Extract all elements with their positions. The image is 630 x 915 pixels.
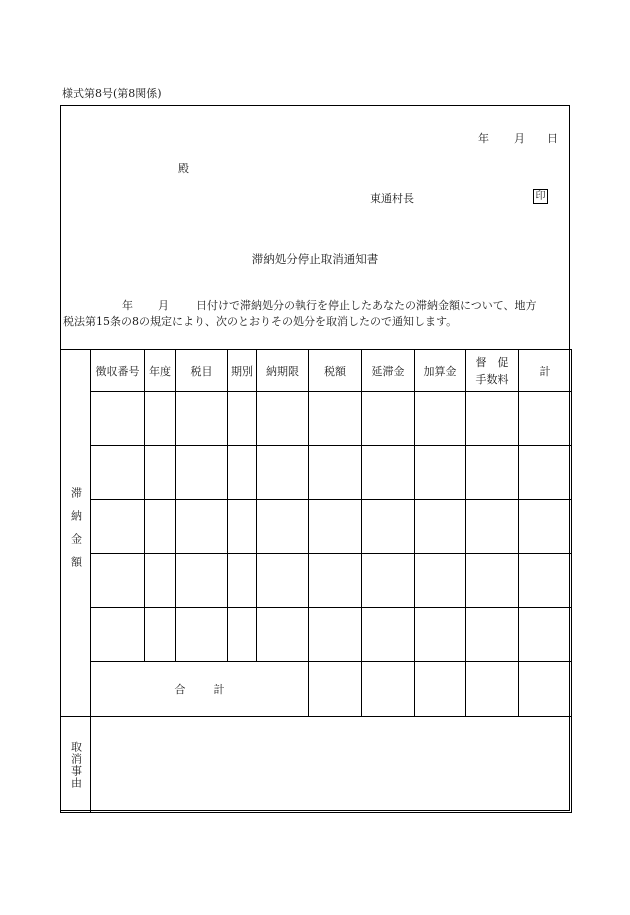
header-cell: 税目 bbox=[176, 350, 228, 392]
table-row bbox=[61, 554, 572, 608]
table-cell bbox=[309, 392, 362, 446]
table-cell bbox=[257, 554, 309, 608]
table-cell bbox=[91, 554, 145, 608]
table-cell bbox=[176, 608, 228, 662]
table-cell bbox=[519, 608, 572, 662]
table-cell bbox=[466, 500, 519, 554]
table-cell bbox=[228, 608, 257, 662]
table-cell bbox=[91, 500, 145, 554]
table-row bbox=[61, 500, 572, 554]
form-number: 様式第8号(第8関係) bbox=[62, 87, 162, 100]
table-row bbox=[61, 446, 572, 500]
table-cell bbox=[176, 446, 228, 500]
body-month-label: 月 bbox=[158, 299, 169, 312]
table-total-row bbox=[61, 662, 572, 717]
table-cell bbox=[415, 608, 466, 662]
total-label-cell bbox=[91, 662, 309, 717]
seal-stamp: 印 bbox=[533, 189, 548, 204]
table-cell bbox=[519, 392, 572, 446]
header-cell-fee bbox=[466, 350, 519, 392]
table-cell bbox=[466, 608, 519, 662]
reason-side-label bbox=[61, 717, 91, 813]
body-text-line2: 税法第15条の8の規定により、次のとおりその処分を取消したので通知します。 bbox=[63, 315, 458, 328]
reason-row bbox=[61, 717, 572, 813]
table-cell bbox=[228, 446, 257, 500]
table-cell bbox=[257, 446, 309, 500]
header-cell-total: 計 bbox=[519, 350, 572, 392]
reason-field bbox=[91, 717, 572, 813]
table-cell bbox=[257, 500, 309, 554]
date-year-label: 年 bbox=[478, 132, 489, 145]
header-fee-line2: 手数料 bbox=[475, 372, 509, 386]
table-cell bbox=[362, 662, 415, 717]
body-year-label: 年 bbox=[122, 299, 133, 312]
table-cell bbox=[145, 608, 176, 662]
table-cell bbox=[362, 446, 415, 500]
table-cell bbox=[257, 608, 309, 662]
table-cell bbox=[91, 608, 145, 662]
table-row bbox=[61, 392, 572, 446]
table-cell bbox=[257, 392, 309, 446]
table-cell bbox=[309, 662, 362, 717]
table-cell bbox=[466, 662, 519, 717]
table-cell bbox=[145, 554, 176, 608]
table-cell bbox=[176, 500, 228, 554]
header-cell: 延滞金 bbox=[362, 350, 415, 392]
table-cell bbox=[145, 392, 176, 446]
table-cell bbox=[362, 608, 415, 662]
table-cell bbox=[228, 500, 257, 554]
table-cell bbox=[362, 500, 415, 554]
header-fee-line1: 督 促 bbox=[475, 355, 509, 369]
header-cell: 徴収番号 bbox=[91, 350, 145, 392]
table-cell bbox=[309, 446, 362, 500]
table-cell bbox=[466, 392, 519, 446]
table-cell bbox=[91, 446, 145, 500]
arrears-table bbox=[60, 349, 572, 813]
table-cell bbox=[145, 500, 176, 554]
table-cell bbox=[228, 554, 257, 608]
table-cell bbox=[309, 554, 362, 608]
table-cell bbox=[362, 392, 415, 446]
amount-side-label-text: 滞納金額 bbox=[69, 487, 83, 579]
date-day-label: 日 bbox=[547, 132, 558, 145]
table-cell bbox=[309, 608, 362, 662]
document-title: 滞納処分停止取消通知書 bbox=[251, 252, 379, 266]
amount-side-label bbox=[61, 350, 91, 717]
table-cell bbox=[466, 446, 519, 500]
table-row bbox=[61, 608, 572, 662]
table-cell bbox=[91, 392, 145, 446]
header-cell: 納期限 bbox=[257, 350, 309, 392]
table-cell bbox=[519, 446, 572, 500]
table-cell bbox=[176, 554, 228, 608]
table-cell bbox=[415, 392, 466, 446]
table-header-row bbox=[61, 350, 572, 392]
table-cell bbox=[415, 662, 466, 717]
table-cell bbox=[519, 662, 572, 717]
table-cell bbox=[145, 446, 176, 500]
reason-side-label-text: 取消事由 bbox=[69, 740, 83, 789]
total-label: 合計 bbox=[174, 683, 253, 696]
body-text-line1: 日付けで滞納処分の執行を停止したあなたの滞納金額について、地方 bbox=[196, 299, 537, 312]
table-cell bbox=[415, 446, 466, 500]
issuer-name: 東通村長 bbox=[370, 192, 414, 205]
table-cell bbox=[309, 500, 362, 554]
header-cell: 年度 bbox=[145, 350, 176, 392]
table-cell bbox=[415, 500, 466, 554]
header-cell: 期別 bbox=[228, 350, 257, 392]
table-cell bbox=[362, 554, 415, 608]
table-cell bbox=[415, 554, 466, 608]
table-cell bbox=[519, 500, 572, 554]
addressee-honorific: 殿 bbox=[178, 162, 189, 175]
date-month-label: 月 bbox=[514, 132, 525, 145]
header-cell: 税額 bbox=[309, 350, 362, 392]
table-cell bbox=[466, 554, 519, 608]
table-cell bbox=[228, 392, 257, 446]
table-cell bbox=[519, 554, 572, 608]
table-cell bbox=[176, 392, 228, 446]
header-cell: 加算金 bbox=[415, 350, 466, 392]
